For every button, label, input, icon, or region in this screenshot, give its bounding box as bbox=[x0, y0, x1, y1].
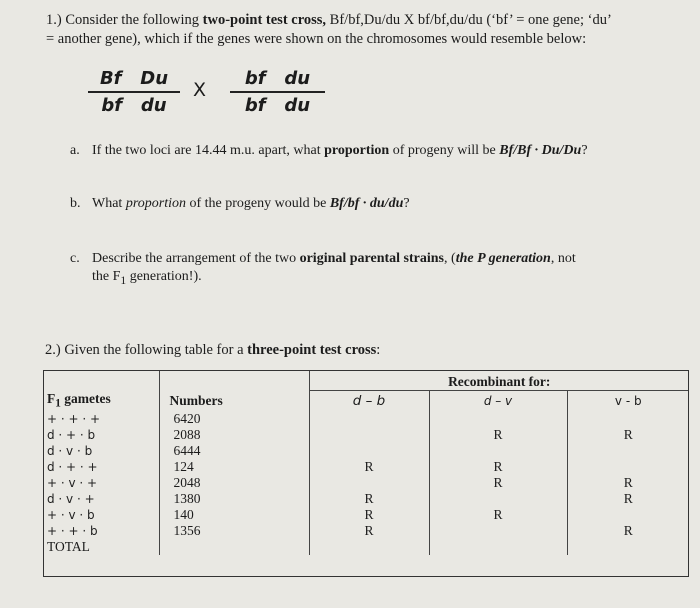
recomb-d-b-cell bbox=[309, 427, 429, 443]
question-1-line-2: = another gene), which if the genes were shown on the chromosomes would resemble below: bbox=[46, 31, 587, 47]
q2-text: 2.) Given the following table for a bbox=[45, 342, 248, 358]
gamete-cell: d · v · + bbox=[43, 491, 159, 507]
recomb-d-v-cell bbox=[429, 491, 567, 507]
recomb-v-b-cell bbox=[567, 411, 689, 427]
total-empty-cell bbox=[159, 539, 309, 555]
column-header-gametes bbox=[43, 391, 159, 412]
part-a-text-3: of progeny will be bbox=[389, 143, 500, 158]
recomb-d-b-cell bbox=[309, 443, 429, 459]
number-cell: 140 bbox=[159, 507, 309, 523]
number-cell: 6444 bbox=[159, 443, 309, 459]
fraction-1-bottom: bf du bbox=[101, 95, 167, 116]
recomb-v-b-cell bbox=[567, 443, 689, 459]
column-header-v-b: v - b bbox=[614, 394, 642, 409]
recomb-d-b-cell: R bbox=[309, 491, 429, 507]
table-row bbox=[43, 523, 689, 539]
gamete-cell: + · + · b bbox=[43, 523, 159, 539]
fraction-2-bottom: bf du bbox=[244, 95, 311, 116]
cross-symbol: X bbox=[193, 79, 207, 101]
table-row bbox=[43, 507, 689, 523]
table-row bbox=[43, 491, 689, 507]
gamete-cell: + · + · + bbox=[43, 411, 159, 427]
table-row bbox=[43, 475, 689, 491]
q1-text-suffix: (‘bf’ = one gene; ‘du’ bbox=[482, 12, 612, 28]
recomb-d-v-cell bbox=[429, 411, 567, 427]
gametes-header-post: gametes bbox=[60, 390, 111, 406]
fraction-2-bar bbox=[230, 91, 325, 93]
question-1 bbox=[46, 11, 686, 49]
recombinant-header: Recombinant for: bbox=[309, 370, 689, 391]
table-total-row bbox=[43, 539, 689, 555]
fraction-1-bar bbox=[88, 91, 180, 93]
part-c-text: Describe the arrangement of the two bbox=[92, 251, 300, 266]
chromosome-fraction-1 bbox=[88, 68, 180, 116]
table-row bbox=[43, 443, 689, 459]
three-point-cross-table bbox=[43, 370, 689, 555]
table-row bbox=[43, 427, 689, 443]
column-header-numbers: Numbers bbox=[159, 391, 309, 412]
part-a-text: If the two loci are 14.44 bbox=[92, 143, 231, 158]
number-cell: 1380 bbox=[159, 491, 309, 507]
part-a-label: a. bbox=[70, 143, 80, 158]
table-row bbox=[43, 411, 689, 427]
question-1-line-1 bbox=[46, 11, 686, 30]
part-c-line2-post: generation!). bbox=[126, 269, 202, 284]
part-b-end: ? bbox=[403, 196, 410, 211]
total-label: TOTAL bbox=[43, 539, 159, 555]
q2-suffix: : bbox=[376, 342, 381, 358]
recomb-d-v-cell: R bbox=[429, 507, 567, 523]
question-2 bbox=[45, 341, 380, 359]
recomb-d-v-cell: R bbox=[429, 475, 567, 491]
number-cell: 2048 bbox=[159, 475, 309, 491]
header-empty bbox=[43, 370, 159, 391]
recomb-d-v-cell: R bbox=[429, 427, 567, 443]
part-c-bold-italic: the P generation bbox=[455, 251, 551, 266]
part-b-genotype: Bf/bf · du/du bbox=[329, 196, 404, 211]
recomb-d-b-cell: R bbox=[309, 507, 429, 523]
header-empty bbox=[159, 370, 309, 391]
table-header-row bbox=[43, 391, 689, 412]
part-c-line2-pre: the F bbox=[92, 269, 121, 284]
recomb-v-b-cell bbox=[567, 459, 689, 475]
question-1b bbox=[70, 195, 690, 213]
part-a-text-2: apart, what bbox=[254, 143, 325, 158]
number-cell: 6420 bbox=[159, 411, 309, 427]
total-empty-cell bbox=[309, 539, 429, 555]
chromosome-fraction-2 bbox=[230, 68, 325, 116]
q2-bold: three-point test cross bbox=[247, 342, 377, 358]
part-b-italic: proportion bbox=[125, 196, 186, 211]
part-a-unit: m.u. bbox=[230, 143, 255, 158]
recomb-d-v-cell bbox=[429, 443, 567, 459]
number-cell: 124 bbox=[159, 459, 309, 475]
recomb-d-b-cell bbox=[309, 475, 429, 491]
recomb-v-b-cell: R bbox=[623, 427, 633, 443]
number-cell: 2088 bbox=[159, 427, 309, 443]
question-1c bbox=[70, 250, 690, 290]
part-a-genotype: Bf/Bf · Du/Du bbox=[499, 143, 582, 158]
gamete-cell: d · + · b bbox=[43, 427, 159, 443]
gamete-cell: d · + · + bbox=[43, 459, 159, 475]
part-b-text: What bbox=[92, 196, 126, 211]
part-c-text-2: , ( bbox=[444, 251, 456, 266]
column-header-d-v: d – v bbox=[429, 391, 567, 412]
part-c-label: c. bbox=[70, 251, 80, 266]
gamete-cell: + · v · + bbox=[43, 475, 159, 491]
fraction-1-top: Bf Du bbox=[99, 68, 169, 89]
column-header-d-b: d – b bbox=[309, 391, 429, 412]
table-header-recomb-row bbox=[43, 370, 689, 391]
recomb-v-b-cell bbox=[567, 507, 689, 523]
part-a-end: ? bbox=[581, 143, 588, 158]
gamete-cell: d · v · b bbox=[43, 443, 159, 459]
part-a-bold: proportion bbox=[324, 143, 390, 158]
recomb-d-b-cell: R bbox=[309, 523, 429, 539]
recomb-d-v-cell bbox=[429, 523, 567, 539]
q1-bold-text: two-point test cross, bbox=[202, 12, 330, 28]
part-c-subscript: 1 bbox=[120, 273, 127, 287]
total-empty-cell bbox=[567, 539, 689, 555]
recomb-d-b-cell: R bbox=[309, 459, 429, 475]
recomb-v-b-cell: R bbox=[623, 491, 633, 507]
recomb-v-b-cell: R bbox=[623, 475, 633, 491]
recomb-v-b-cell: R bbox=[623, 523, 633, 539]
gamete-cell: + · v · b bbox=[43, 507, 159, 523]
recomb-d-b-cell bbox=[309, 411, 429, 427]
part-c-text-3: , not bbox=[550, 251, 576, 266]
question-1a bbox=[70, 142, 690, 160]
recomb-d-v-cell: R bbox=[429, 459, 567, 475]
total-empty-cell bbox=[429, 539, 567, 555]
part-b-text-2: of the progeny would be bbox=[185, 196, 330, 211]
gametes-header-sub: 1 bbox=[55, 397, 61, 410]
q1-cross-notation: Bf/bf,Du/du X bf/bf,du/du bbox=[329, 12, 483, 28]
q1-text: 1.) Consider the following bbox=[46, 12, 203, 28]
part-b-label: b. bbox=[70, 196, 81, 211]
part-c-bold: original parental strains bbox=[299, 251, 445, 266]
number-cell: 1356 bbox=[159, 523, 309, 539]
fraction-2-top: bf du bbox=[244, 68, 311, 89]
gametes-header-pre: F bbox=[47, 390, 56, 406]
table-row bbox=[43, 459, 689, 475]
